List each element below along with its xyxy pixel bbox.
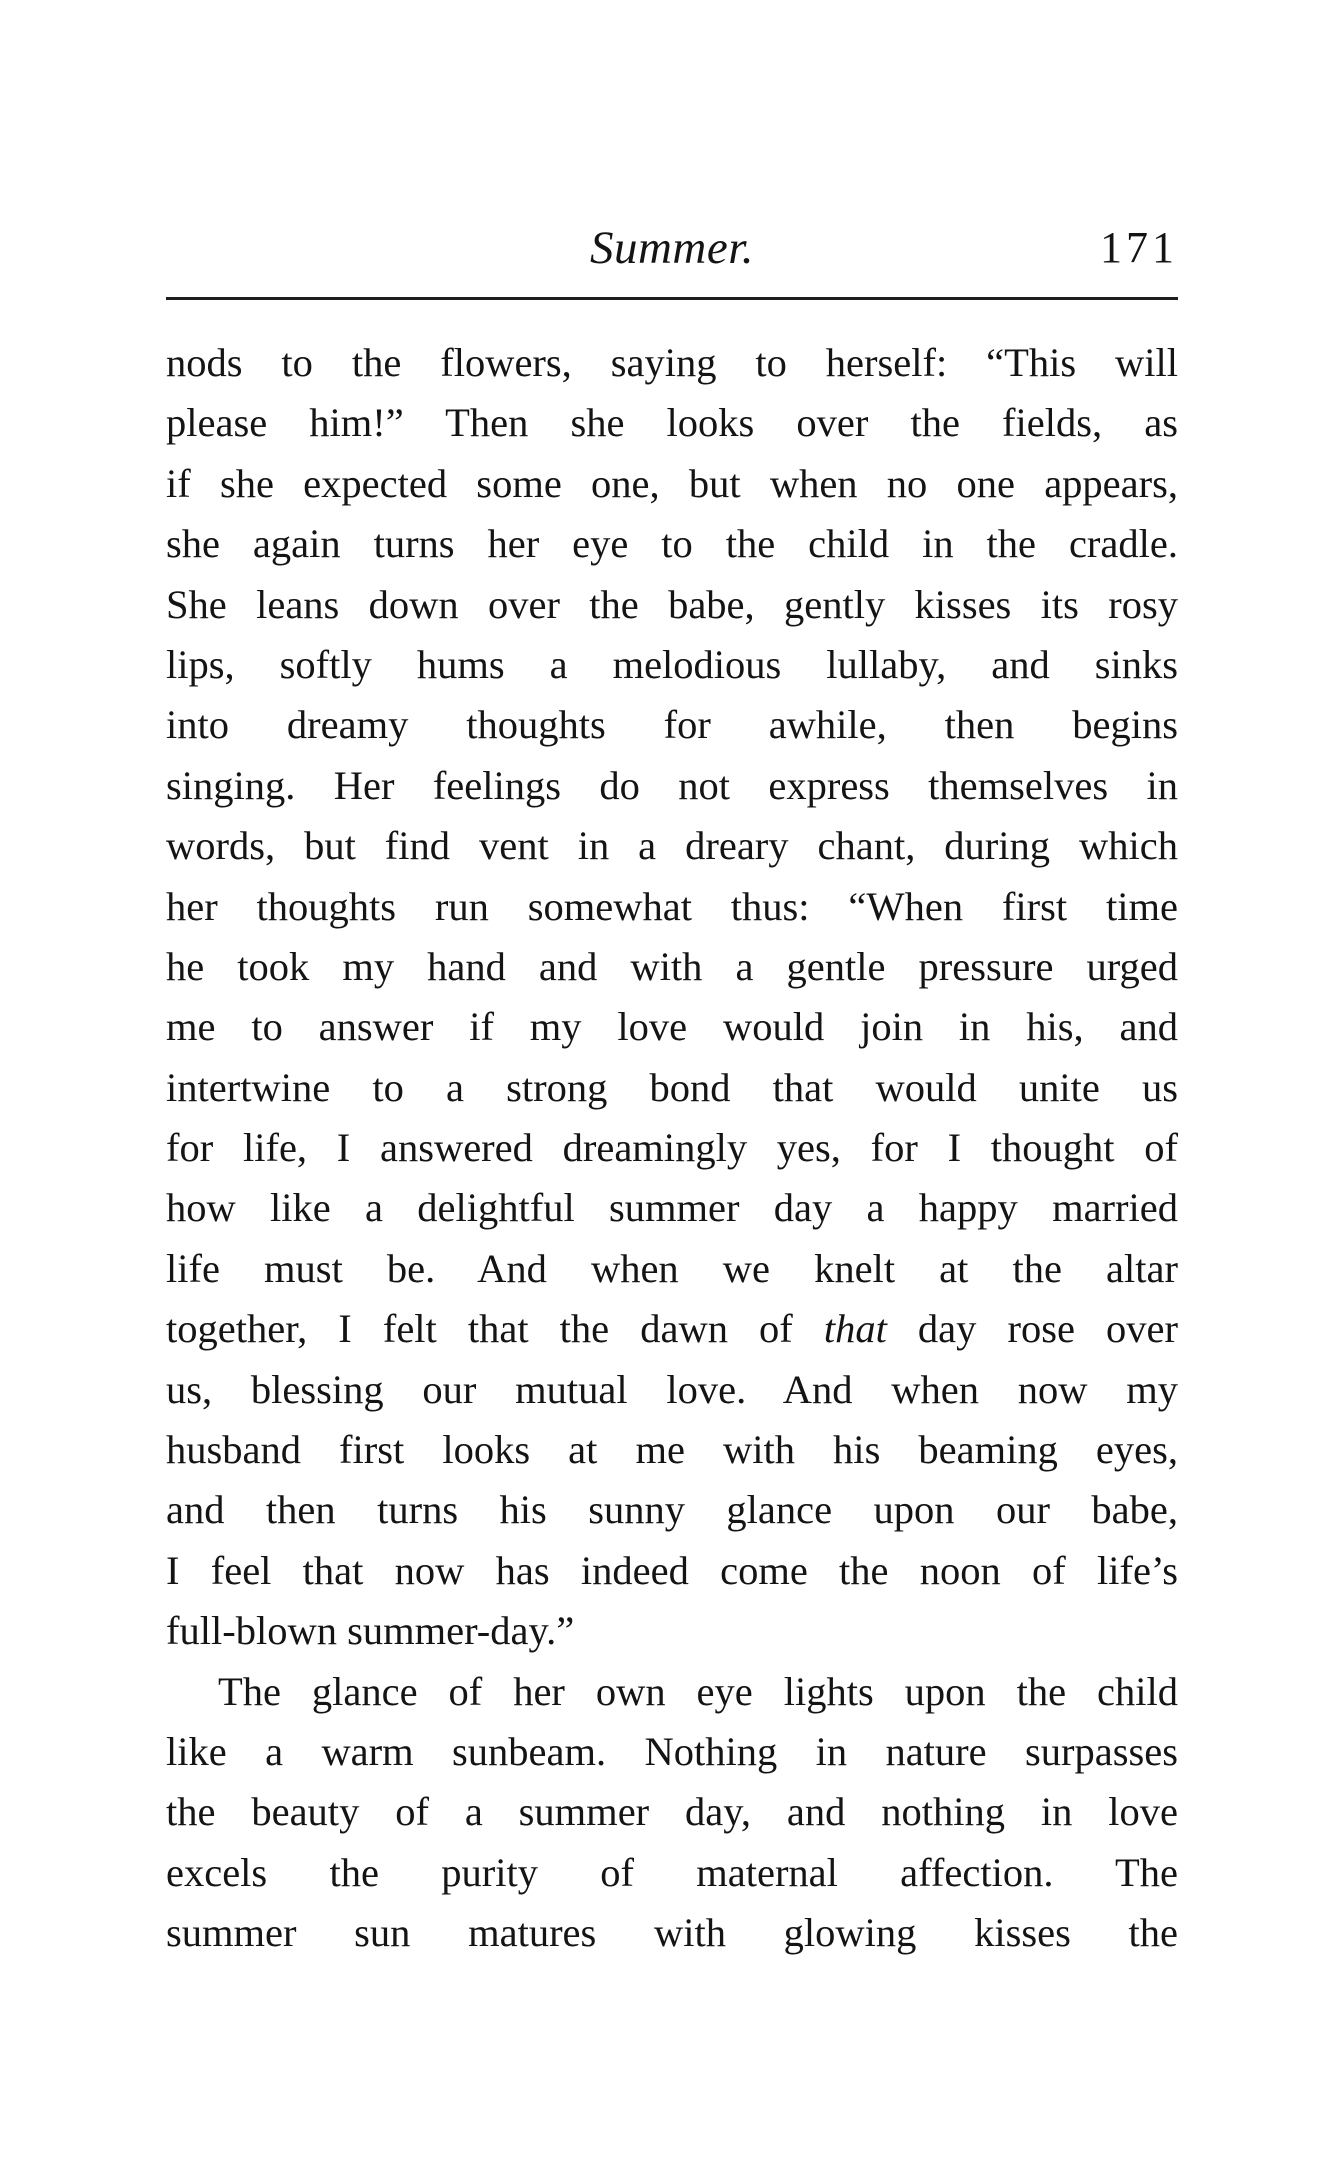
text-line: and then turns his sunny glance upon our babe, <box>166 1487 1178 1533</box>
text-line: summer sun matures with glowing kisses the <box>166 1910 1178 1956</box>
text-line: words, but find vent in a dreary chant, during which <box>166 823 1178 869</box>
text-line: into dreamy thoughts for awhile, then begins <box>166 702 1178 748</box>
text-line: like a warm sunbeam. Nothing in nature surpasses <box>166 1728 1178 1774</box>
text-line: if she expected some one, but when no one appears, <box>166 460 1178 506</box>
text-line: excels the purity of maternal affection. The <box>166 1849 1178 1895</box>
text-line: please him!” Then she looks over the fields, as <box>166 400 1178 446</box>
text-line: life must be. And when we knelt at the altar <box>166 1245 1178 1291</box>
text-line: she again turns her eye to the child in the cradle. <box>166 521 1178 567</box>
text-line: husband first looks at me with his beaming eyes, <box>166 1427 1178 1473</box>
paragraph-1 <box>166 333 1178 1662</box>
text-line: he took my hand and with a gentle pressure urged <box>166 943 1178 989</box>
text-line: us, blessing our mutual love. And when now my <box>166 1366 1178 1412</box>
header-rule <box>166 297 1178 300</box>
text-line: She leans down over the babe, gently kisses its rosy <box>166 581 1178 627</box>
text-line: me to answer if my love would join in his, and <box>166 1004 1178 1050</box>
text-line: lips, softly hums a melodious lullaby, and sinks <box>166 641 1178 687</box>
page-number: 171 <box>1100 223 1178 272</box>
italic-emphasis: that <box>823 1306 887 1352</box>
paragraph-2 <box>166 1662 1178 1964</box>
text-line: for life, I answered dreamingly yes, for I thought of <box>166 1125 1178 1171</box>
text-line-with-italic <box>166 1299 1178 1359</box>
running-title: Summer. <box>589 222 755 274</box>
text-fragment: together, I felt that the dawn of <box>166 1306 824 1352</box>
text-line: her thoughts run somewhat thus: “When first time <box>166 883 1178 929</box>
text-fragment: day rose over <box>886 1306 1178 1352</box>
text-line: The glance of her own eye lights upon the child <box>218 1668 1178 1714</box>
text-line: the beauty of a summer day, and nothing in love <box>166 1789 1178 1835</box>
text-line: how like a delightful summer day a happy married <box>166 1185 1178 1231</box>
text-line: nods to the flowers, saying to herself: “This will <box>166 340 1178 385</box>
page-header <box>166 218 1178 288</box>
text-line: intertwine to a strong bond that would unite us <box>166 1064 1178 1110</box>
text-line: singing. Her feelings do not express themselves in <box>166 762 1178 808</box>
body-text <box>166 333 1178 1964</box>
text-line: full-blown summer-day.” <box>166 1608 575 1654</box>
text-line: I feel that now has indeed come the noon of life’s <box>166 1547 1178 1593</box>
